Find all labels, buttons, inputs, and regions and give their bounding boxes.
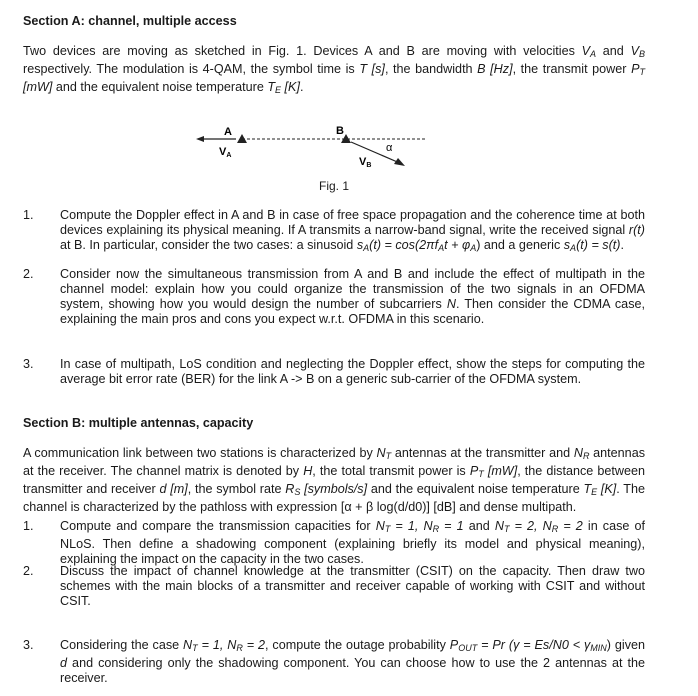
- item-text: Consider now the simultaneous transmission from A and B and include the effect of multipath in the channel model: explain how you could organize the transmission of the two signals in an OFDMA system, showing how you would design the number of subcarriers N. Then consider the CDMA case, explaining the main pros and cons you expect w.r.t. OFDMA in this scenario.: [60, 267, 645, 326]
- item-text: Considering the case $N_T = 1$, $N_R = 2$, compute the outage probability $P_{OUT} = Pr$ $(\gamma = Es/N0 < \gamma_{MIN})$ given d and considering only the shadowing component. You can choose how to use the 2 antennas at the receiver.: [60, 638, 646, 685]
- figure-caption: Fig. 1: [319, 179, 350, 193]
- item-text: In case of multipath, LoS condition and neglecting the Doppler effect, show the steps for computing the average bit error rate (BER) for the link A -> B on a generic sub-carrier of the OFDMA system.: [60, 357, 645, 386]
- device-b-label: B: [336, 125, 344, 137]
- section-b-intro: A communication link between two stations is characterized by $N_T$ antennas at the transmitter and $N_R$ antennas at the receiver. The channel matrix is denoted by H, the total transmit power is $P_T$ [mW], the distance between transmitter and receiver d [m], the symbol rate $R_S$ [symbols/s] and the equivalent noise temperature $T_E$ [K]. The channel is characterized by the pathloss with expression [α + β log(d/d0)] [dB] and dense multipath.: [23, 446, 646, 514]
- velocity-b-arrowhead: [394, 158, 405, 166]
- item-number: 1.: [23, 208, 34, 222]
- velocity-b-label: VB: [359, 156, 372, 169]
- device-a-label: A: [224, 126, 232, 138]
- angle-alpha-label: α: [386, 142, 393, 154]
- item-text: Compute and compare the transmission capacities for $N_T = 1$, $N_R = 1$ and $N_T = 2$, $N_R = 2$ in case of NLoS. Then define a shadowing component (explaining briefly its model and physical meaning), explaining the impact on the capacity in the two cases.: [60, 519, 646, 566]
- item-number: 2.: [23, 564, 34, 578]
- section-a-intro: Two devices are moving as sketched in Fig. 1. Devices A and B are moving with velocities $V_A$ and $V_B$ respectively. The modulation is 4-QAM, the symbol time is T [s], the bandwidth B [Hz], the transmit power $P_T$ [mW] and the equivalent noise temperature $T_E$ [K].: [23, 44, 645, 95]
- item-number: 3.: [23, 357, 34, 371]
- velocity-a-label: VA: [219, 146, 232, 159]
- item-text: Discuss the impact of channel knowledge at the transmitter (CSIT) on the capacity. Then draw two schemes with the main blocks of a transmitter and receiver capable of working with CSIT and without CSIT.: [60, 564, 645, 608]
- item-number: 1.: [23, 519, 34, 533]
- item-number: 2.: [23, 267, 34, 281]
- section-a-title: Section A: channel, multiple access: [23, 14, 237, 28]
- item-number: 3.: [23, 638, 34, 652]
- velocity-a-arrowhead: [196, 136, 204, 142]
- device-a-triangle: [237, 134, 247, 143]
- figure-1: [190, 124, 430, 174]
- section-b-title: Section B: multiple antennas, capacity: [23, 416, 254, 430]
- item-text: Compute the Doppler effect in A and B in case of free space propagation and the coherence time at both devices explaining its physical meaning. If A transmits a narrow-band signal, write the received signal r(t) at B. In particular, consider the two cases: a sinusoid $s_A(t) = \cos(2\pi f_At + \varphi_A)$ and a generic $s_A(t) = s(t)$.: [60, 208, 645, 253]
